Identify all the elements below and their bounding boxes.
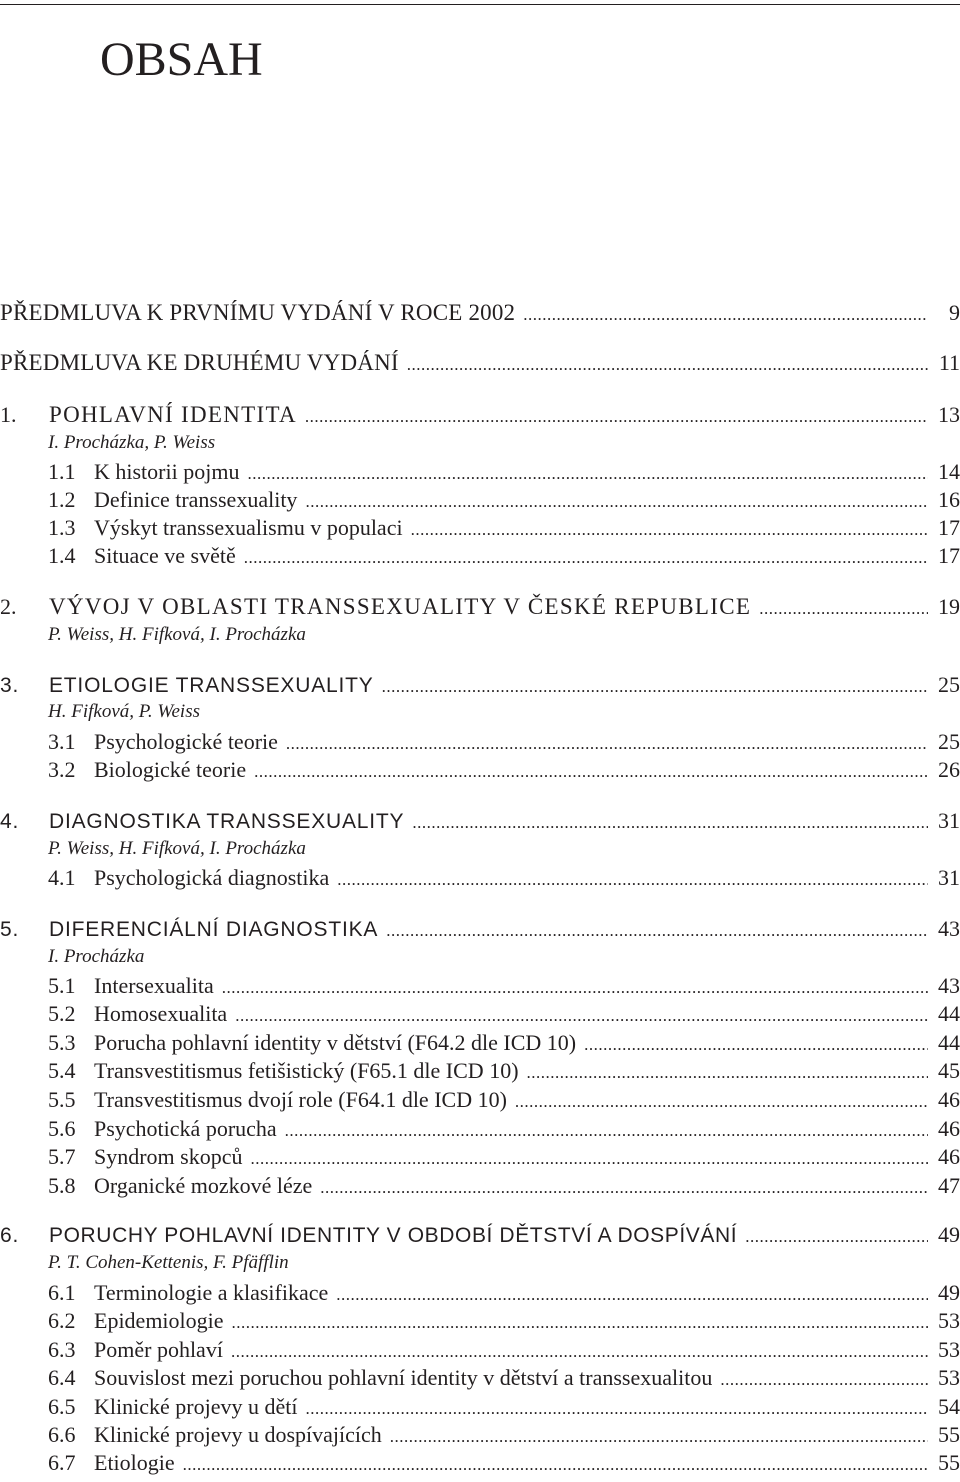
dot-leader bbox=[247, 461, 928, 487]
toc-entry-page: 49 bbox=[938, 1280, 960, 1305]
section-title: Klinické projevy u dospívajících bbox=[94, 1422, 382, 1447]
section-title: Souvislost mezi poruchou pohlavní identity v dětství a transsexualitou bbox=[94, 1365, 713, 1390]
section-number: 6.7 bbox=[48, 1450, 76, 1475]
chapter-number: 5. bbox=[0, 918, 20, 941]
section-title: Klinické projevy u dětí bbox=[94, 1394, 298, 1419]
toc-chapter-2[interactable] bbox=[0, 594, 960, 622]
dot-leader bbox=[183, 1452, 928, 1478]
toc-entry-page: 19 bbox=[938, 594, 960, 619]
chapter-title: POHLAVNÍ IDENTITA bbox=[49, 402, 297, 427]
chapter-authors: H. Fifková, P. Weiss bbox=[48, 701, 200, 722]
section-title: K historii pojmu bbox=[94, 459, 240, 484]
section-title: Epidemiologie bbox=[94, 1308, 224, 1333]
dot-leader bbox=[745, 1224, 928, 1250]
dot-leader bbox=[759, 596, 928, 622]
section-title: Psychologická diagnostika bbox=[94, 865, 330, 890]
section-title: Terminologie a klasifikace bbox=[94, 1280, 329, 1305]
toc-section-6-5[interactable] bbox=[48, 1394, 960, 1422]
toc-entry-page: 25 bbox=[938, 729, 960, 754]
chapter-number: 3. bbox=[0, 674, 20, 697]
dot-leader bbox=[231, 1339, 928, 1365]
toc-entry-page: 53 bbox=[938, 1365, 960, 1390]
section-number: 3.2 bbox=[48, 757, 76, 782]
dot-leader bbox=[382, 674, 928, 700]
toc-section-5-5[interactable] bbox=[48, 1087, 960, 1115]
section-number: 1.2 bbox=[48, 487, 76, 512]
toc-entry-page: 31 bbox=[938, 865, 960, 890]
toc-entry-page: 53 bbox=[938, 1337, 960, 1362]
dot-leader bbox=[285, 1118, 928, 1144]
section-number: 1.1 bbox=[48, 459, 76, 484]
toc-section-5-3[interactable] bbox=[48, 1030, 960, 1058]
toc-entry-title: PŘEDMLUVA KE DRUHÉMU VYDÁNÍ bbox=[0, 350, 399, 375]
page-title: OBSAH bbox=[100, 33, 263, 86]
chapter-authors: I. Procházka, P. Weiss bbox=[48, 432, 216, 453]
section-title: Výskyt transsexualismu v populaci bbox=[94, 515, 403, 540]
section-number: 3.1 bbox=[48, 729, 76, 754]
toc-entry-preface-first-edition[interactable] bbox=[0, 300, 960, 328]
section-title: Intersexualita bbox=[94, 973, 214, 998]
section-title: Definice transsexuality bbox=[94, 487, 298, 512]
dot-leader bbox=[251, 1146, 929, 1172]
section-number: 6.2 bbox=[48, 1308, 76, 1333]
chapter-number: 4. bbox=[0, 810, 20, 833]
toc-section-5-6[interactable] bbox=[48, 1116, 960, 1144]
dot-leader bbox=[337, 867, 928, 893]
section-number: 6.1 bbox=[48, 1280, 76, 1305]
toc-chapter-5[interactable] bbox=[0, 916, 960, 944]
toc-section-6-3[interactable] bbox=[48, 1337, 960, 1365]
dot-leader bbox=[222, 975, 928, 1001]
dot-leader bbox=[254, 759, 928, 785]
dot-leader bbox=[720, 1367, 928, 1393]
toc-section-6-7[interactable] bbox=[48, 1450, 960, 1478]
toc-entry-page: 49 bbox=[938, 1222, 960, 1247]
dot-leader bbox=[305, 404, 928, 430]
section-title: Transvestitismus fetišistický (F65.1 dle ICD 10) bbox=[94, 1058, 519, 1083]
toc-entry-preface-second-edition[interactable] bbox=[0, 350, 960, 378]
section-title: Situace ve světě bbox=[94, 543, 236, 568]
section-number: 5.3 bbox=[48, 1030, 76, 1055]
chapter-number: 6. bbox=[0, 1224, 20, 1247]
dot-leader bbox=[523, 302, 928, 328]
section-number: 5.2 bbox=[48, 1001, 76, 1026]
toc-entry-page: 55 bbox=[938, 1422, 960, 1447]
toc-entry-title: PŘEDMLUVA K PRVNÍMU VYDÁNÍ V ROCE 2002 bbox=[0, 300, 516, 325]
toc-section-3-2[interactable] bbox=[48, 757, 960, 785]
chapter-authors: P. Weiss, H. Fifková, I. Procházka bbox=[48, 624, 306, 645]
chapter-title: DIFERENCIÁLNÍ DIAGNOSTIKA bbox=[49, 918, 379, 941]
toc-entry-page: 25 bbox=[938, 672, 960, 697]
dot-leader bbox=[407, 352, 928, 378]
chapter-title: DIAGNOSTIKA TRANSSEXUALITY bbox=[49, 810, 405, 833]
toc-chapter-4[interactable] bbox=[0, 808, 960, 836]
section-number: 5.4 bbox=[48, 1058, 76, 1083]
section-number: 1.4 bbox=[48, 543, 76, 568]
section-number: 1.3 bbox=[48, 515, 76, 540]
toc-entry-page: 46 bbox=[938, 1087, 960, 1112]
toc-section-6-4[interactable] bbox=[48, 1365, 960, 1393]
chapter-number: 2. bbox=[0, 594, 17, 619]
toc-entry-page: 54 bbox=[938, 1394, 960, 1419]
toc-section-1-4[interactable] bbox=[48, 543, 960, 571]
dot-leader bbox=[305, 489, 928, 515]
toc-section-4-1[interactable] bbox=[48, 865, 960, 893]
toc-section-5-8[interactable] bbox=[48, 1173, 960, 1201]
toc-chapter-6[interactable] bbox=[0, 1222, 960, 1250]
dot-leader bbox=[411, 517, 928, 543]
toc-entry-page: 17 bbox=[938, 543, 960, 568]
chapter-number: 1. bbox=[0, 402, 17, 427]
section-number: 5.1 bbox=[48, 973, 76, 998]
dot-leader bbox=[305, 1396, 928, 1422]
toc-entry-page: 44 bbox=[938, 1030, 960, 1055]
toc-entry-page: 31 bbox=[938, 808, 960, 833]
dot-leader bbox=[390, 1424, 928, 1450]
section-number: 5.8 bbox=[48, 1173, 76, 1198]
section-number: 6.6 bbox=[48, 1422, 76, 1447]
section-title: Homosexualita bbox=[94, 1001, 228, 1026]
dot-leader bbox=[232, 1310, 928, 1336]
toc-section-3-1[interactable] bbox=[48, 729, 960, 757]
toc-section-1-1[interactable] bbox=[48, 459, 960, 487]
section-title: Poměr pohlaví bbox=[94, 1337, 223, 1362]
toc-entry-page: 53 bbox=[938, 1308, 960, 1333]
section-number: 5.7 bbox=[48, 1144, 76, 1169]
dot-leader bbox=[527, 1060, 928, 1086]
toc-section-5-7[interactable] bbox=[48, 1144, 960, 1172]
section-number: 6.3 bbox=[48, 1337, 76, 1362]
dot-leader bbox=[412, 810, 928, 836]
dot-leader bbox=[515, 1089, 928, 1115]
toc-entry-page: 9 bbox=[949, 300, 960, 325]
toc-section-5-4[interactable] bbox=[48, 1058, 960, 1086]
toc-entry-page: 17 bbox=[938, 515, 960, 540]
toc-entry-page: 11 bbox=[938, 350, 960, 375]
dot-leader bbox=[235, 1003, 928, 1029]
toc-section-1-3[interactable] bbox=[48, 515, 960, 543]
toc-chapter-3[interactable] bbox=[0, 672, 960, 700]
toc-entry-page: 16 bbox=[938, 487, 960, 512]
toc-entry-page: 14 bbox=[938, 459, 960, 484]
section-number: 4.1 bbox=[48, 865, 76, 890]
section-title: Organické mozkové léze bbox=[94, 1173, 313, 1198]
chapter-authors: P. T. Cohen-Kettenis, F. Pfäfflin bbox=[48, 1252, 289, 1273]
toc-entry-page: 43 bbox=[938, 973, 960, 998]
toc-entry-page: 44 bbox=[938, 1001, 960, 1026]
toc-section-6-6[interactable] bbox=[48, 1422, 960, 1450]
section-title: Biologické teorie bbox=[94, 757, 247, 782]
section-title: Etiologie bbox=[94, 1450, 175, 1475]
toc-section-6-2[interactable] bbox=[48, 1308, 960, 1336]
section-title: Porucha pohlavní identity v dětství (F64.2 dle ICD 10) bbox=[94, 1030, 577, 1055]
toc-section-6-1[interactable] bbox=[48, 1280, 960, 1308]
chapter-authors: I. Procházka bbox=[48, 946, 145, 967]
section-number: 5.5 bbox=[48, 1087, 76, 1112]
toc-entry-page: 46 bbox=[938, 1116, 960, 1141]
toc-entry-page: 43 bbox=[938, 916, 960, 941]
section-title: Psychologické teorie bbox=[94, 729, 278, 754]
chapter-authors: P. Weiss, H. Fifková, I. Procházka bbox=[48, 838, 306, 859]
toc-entry-page: 47 bbox=[938, 1173, 960, 1198]
dot-leader bbox=[286, 731, 928, 757]
section-title: Syndrom skopců bbox=[94, 1144, 243, 1169]
dot-leader bbox=[244, 545, 928, 571]
toc-entry-page: 26 bbox=[938, 757, 960, 782]
toc-entry-page: 45 bbox=[938, 1058, 960, 1083]
toc-chapter-1[interactable] bbox=[0, 402, 960, 430]
section-number: 6.4 bbox=[48, 1365, 76, 1390]
chapter-title: PORUCHY POHLAVNÍ IDENTITY V OBDOBÍ DĚTSTVÍ A DOSPÍVÁNÍ bbox=[49, 1224, 738, 1247]
toc-entry-page: 55 bbox=[938, 1450, 960, 1475]
toc-entry-page: 13 bbox=[938, 402, 960, 427]
section-number: 5.6 bbox=[48, 1116, 76, 1141]
dot-leader bbox=[386, 918, 928, 944]
dot-leader bbox=[584, 1032, 928, 1058]
dot-leader bbox=[336, 1282, 928, 1308]
chapter-title: VÝVOJ V OBLASTI TRANSSEXUALITY V ČESKÉ REPUBLICE bbox=[49, 594, 752, 619]
section-title: Transvestitismus dvojí role (F64.1 dle ICD 10) bbox=[94, 1087, 507, 1112]
section-title: Psychotická porucha bbox=[94, 1116, 277, 1141]
toc-section-5-1[interactable] bbox=[48, 973, 960, 1001]
section-number: 6.5 bbox=[48, 1394, 76, 1419]
dot-leader bbox=[320, 1175, 928, 1201]
chapter-title: ETIOLOGIE TRANSSEXUALITY bbox=[49, 674, 374, 697]
toc-section-1-2[interactable] bbox=[48, 487, 960, 515]
toc-entry-page: 46 bbox=[938, 1144, 960, 1169]
toc-section-5-2[interactable] bbox=[48, 1001, 960, 1029]
